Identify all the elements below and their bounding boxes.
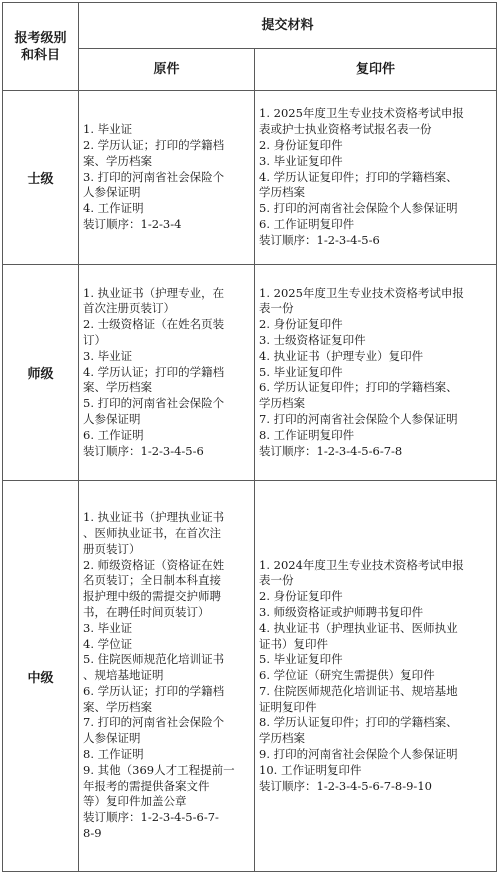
list-item: 4. 执业证书（护理专业）复印件 bbox=[259, 348, 424, 363]
list-item: 6. 学历认证复印件；打印的学籍档案、 bbox=[259, 380, 458, 395]
list-item: 4. 执业证书（护理执业证书、医师执业 bbox=[259, 620, 458, 635]
original-cell-intermediate bbox=[79, 481, 255, 872]
list-item: 8. 工作证明复印件 bbox=[259, 427, 355, 442]
list-item: 6. 工作证明复印件 bbox=[259, 216, 355, 231]
materials-table bbox=[2, 2, 497, 872]
list-item: 表一份 bbox=[259, 573, 294, 588]
document-page bbox=[2, 2, 496, 871]
list-item: 1. 2025年度卫生专业技术资格考试申报 bbox=[259, 106, 464, 121]
list-item: 3. 毕业证 bbox=[83, 348, 133, 363]
list-item: 、规培基地证明 bbox=[83, 668, 164, 683]
list-item: 6. 学位证（研究生需提供）复印件 bbox=[259, 668, 435, 683]
list-item: 8. 学历认证复印件；打印的学籍档案、 bbox=[259, 715, 458, 730]
list-item: 册页装订） bbox=[83, 541, 141, 556]
list-item: 2. 身份证复印件 bbox=[259, 589, 343, 604]
list-item: 7. 住院医师规范化培训证书、规培基地 bbox=[259, 683, 458, 698]
list-item: 10. 工作证明复印件 bbox=[259, 762, 362, 777]
list-item: 5. 毕业证复印件 bbox=[259, 652, 343, 667]
original-cell-mid bbox=[79, 265, 255, 481]
list-item: 案、学历档案 bbox=[83, 153, 152, 168]
list-item: 名页装订；全日制本科直接 bbox=[83, 573, 221, 588]
materials-column-header: 提交材料 bbox=[79, 3, 497, 49]
list-item: 人参保证明 bbox=[83, 185, 141, 200]
level-cell-mid: 师级 bbox=[3, 265, 79, 481]
copy-cell-intermediate bbox=[255, 481, 497, 872]
list-item: 表一份 bbox=[259, 301, 294, 316]
list-item: 证明复印件 bbox=[259, 699, 317, 714]
list-item: 8-9 bbox=[83, 826, 102, 841]
list-item: 案、学历档案 bbox=[83, 699, 152, 714]
list-item: 9. 其他（369人才工程提前一 bbox=[83, 762, 235, 777]
list-item: 表或护士执业资格考试报名表一份 bbox=[259, 122, 432, 137]
level-cell-intermediate: 中级 bbox=[3, 481, 79, 872]
list-item: 人参保证明 bbox=[83, 411, 141, 426]
list-item: 人参保证明 bbox=[83, 731, 141, 746]
list-item: 装订顺序：1-2-3-4 bbox=[83, 216, 182, 231]
list-item: 装订顺序：1-2-3-4-5-6-7-8-9-10 bbox=[259, 778, 432, 793]
table-row-intermediate bbox=[3, 481, 497, 872]
list-item: 学历档案 bbox=[259, 185, 305, 200]
list-item: 4. 工作证明 bbox=[83, 201, 144, 216]
list-item: 4. 学历认证；打印的学籍档 bbox=[83, 364, 225, 379]
list-item: 2. 士级资格证（在姓名页装 bbox=[83, 317, 225, 332]
list-item: 2. 身份证复印件 bbox=[259, 317, 343, 332]
list-item: 1. 执业证书（护理专业，在 bbox=[83, 285, 225, 300]
list-item: 订） bbox=[83, 333, 106, 347]
list-item: 书，在聘任时间页装订） bbox=[83, 604, 210, 619]
copy-column-header: 复印件 bbox=[255, 49, 497, 91]
list-item: 8. 工作证明 bbox=[83, 747, 144, 762]
list-item: 报护理中级的需提交护师聘 bbox=[83, 589, 221, 604]
level-cell-junior: 士级 bbox=[3, 91, 79, 265]
list-item: 年报考的需提供备案文件 bbox=[83, 778, 210, 793]
list-item: 6. 学历认证；打印的学籍档 bbox=[83, 683, 225, 698]
list-item: 3. 打印的河南省社会保险个 bbox=[83, 169, 225, 184]
list-item: 1. 毕业证 bbox=[83, 122, 133, 137]
list-item: 装订顺序：1-2-3-4-5-6-7- bbox=[83, 810, 219, 825]
list-item: 9. 打印的河南省社会保险个人参保证明 bbox=[259, 747, 458, 762]
list-item: 装订顺序：1-2-3-4-5-6 bbox=[259, 232, 380, 247]
list-item: 5. 打印的河南省社会保险个 bbox=[83, 396, 225, 411]
list-item: 5. 毕业证复印件 bbox=[259, 364, 343, 379]
level-column-header bbox=[3, 3, 79, 91]
list-item: 5. 打印的河南省社会保险个人参保证明 bbox=[259, 201, 458, 216]
list-item: 首次注册页装订） bbox=[83, 301, 175, 316]
list-item: 学历档案 bbox=[259, 396, 305, 411]
list-item: 2. 学历认证；打印的学籍档 bbox=[83, 138, 225, 152]
list-item: 装订顺序：1-2-3-4-5-6 bbox=[83, 443, 204, 458]
list-item: 装订顺序：1-2-3-4-5-6-7-8 bbox=[259, 443, 403, 458]
original-cell-junior bbox=[79, 91, 255, 265]
list-item: 3. 士级资格证复印件 bbox=[259, 333, 366, 347]
list-item: 6. 工作证明 bbox=[83, 427, 144, 442]
list-item: 证书）复印件 bbox=[259, 636, 328, 651]
list-item: 1. 2025年度卫生专业技术资格考试申报 bbox=[259, 285, 464, 300]
table-row-mid bbox=[3, 265, 497, 481]
list-item: 4. 学历认证复印件；打印的学籍档案、 bbox=[259, 169, 458, 184]
table-row-junior bbox=[3, 91, 497, 265]
copy-cell-mid bbox=[255, 265, 497, 481]
list-item: 2. 身份证复印件 bbox=[259, 138, 343, 152]
list-item: 5. 住院医师规范化培训证书 bbox=[83, 652, 225, 667]
original-column-header: 原件 bbox=[79, 49, 255, 91]
list-item: 4. 学位证 bbox=[83, 636, 133, 651]
list-item: 1. 执业证书（护理执业证书 bbox=[83, 510, 225, 525]
list-item: 、医师执业证书，在首次注 bbox=[83, 525, 221, 540]
list-item: 3. 毕业证复印件 bbox=[259, 153, 343, 168]
list-item: 7. 打印的河南省社会保险个人参保证明 bbox=[259, 411, 458, 426]
list-item: 等）复印件加盖公章 bbox=[83, 794, 187, 809]
list-item: 2. 师级资格证（资格证在姓 bbox=[83, 557, 225, 572]
list-item: 7. 打印的河南省社会保险个 bbox=[83, 715, 225, 730]
copy-cell-junior bbox=[255, 91, 497, 265]
list-item: 3. 师级资格证或护师聘书复印件 bbox=[259, 604, 424, 619]
list-item: 学历档案 bbox=[259, 731, 305, 746]
list-item: 1. 2024年度卫生专业技术资格考试申报 bbox=[259, 557, 464, 572]
list-item: 案、学历档案 bbox=[83, 380, 152, 395]
list-item: 3. 毕业证 bbox=[83, 620, 133, 635]
level-column-header-label: 报考级别和科目 bbox=[14, 30, 67, 63]
